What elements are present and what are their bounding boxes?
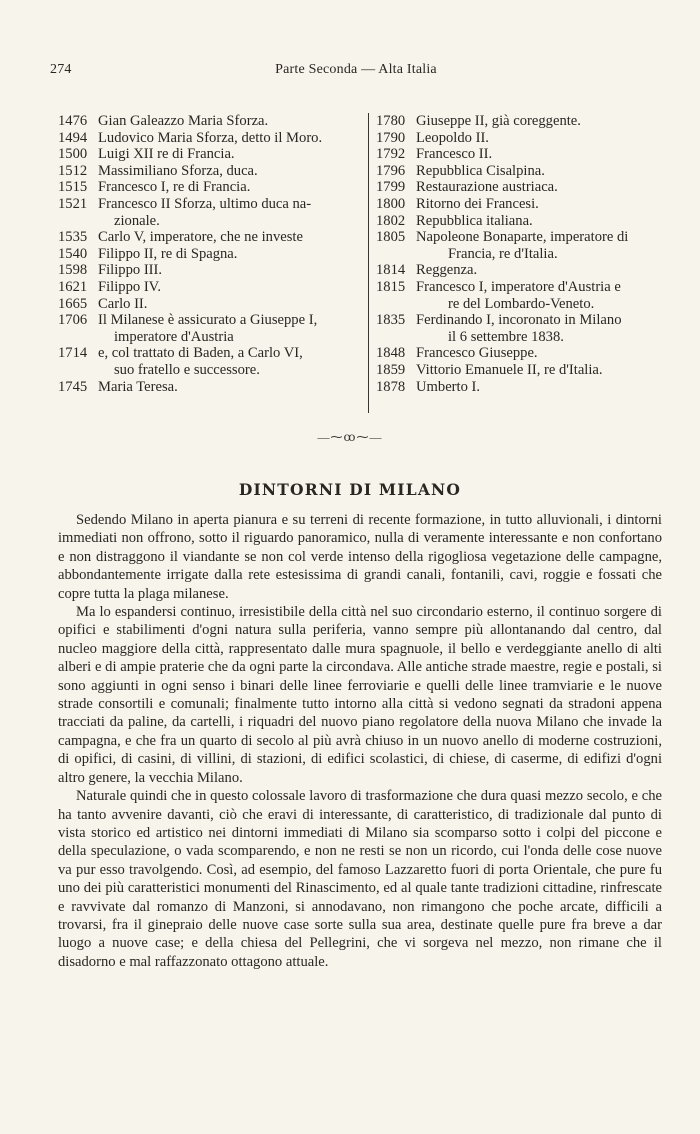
page-number: 274 [50,62,72,77]
entry-continuation: Francia, re d'Italia. [448,245,558,262]
entry-continuation: suo fratello e successore. [114,361,260,378]
entry-text: Reggenza. [416,262,478,279]
entry-text: Leopoldo II. [416,129,489,146]
entry-year: 1835 [376,312,406,329]
chronology-entry [376,213,662,230]
entry-year: 1802 [376,212,406,229]
chronology-entry [376,312,662,329]
section-title: DINTORNI DI MILANO [238,480,462,499]
entry-year: 1535 [58,229,88,246]
chronology-entry [58,179,362,196]
entry-continuation: zionale. [114,212,160,229]
chronology-entry [58,312,362,329]
chronology-entry [58,113,362,130]
entry-text: Repubblica Cisalpina. [416,162,545,179]
chronology-entry [376,179,662,196]
entry-text: Francesco II Sforza, ultimo duca na- [98,195,312,212]
entry-year: 1476 [58,113,88,129]
entry-text: Luigi XII re di Francia. [98,146,235,163]
entry-year: 1815 [376,278,406,295]
entry-year: 1878 [376,378,406,395]
chronology-entry [58,146,362,163]
paragraph: Naturale quindi che in questo colossale lavoro di trasformazione che dura quasi mezzo secolo, e che ha tanto avvenire davanti, ciò che eravi di interessante, di caratteristico, di tradizionale dal punto di vista storico ed artistico nei dintorni immediati di Milano sia scomparso sotto i colpi del piccone e della speculazione, o vada scomparendo, e non ne resti se non un ricordo, cui l'onda delle cose nuove va pur esso travolgendo. Così, ad esempio, del famoso Lazzaretto fuori di porta Orientale, che pure fu uno dei più caratteristici monumenti del Rinascimento, ed al quale tante tradizioni cittadine, rinfrescate e ravvivate dal romanzo di Manzoni, si annodavano, non rimangono che poche arcate, difficili a trovarsi, fra il ginepraio delle nuove case sorte sulla sua area, destinate quelle pure fra breve a dar luogo a nuove case; e della chiesa del Pellegrini, che vi sorgeva nel mezzo, non rimane che il disadorno e mal raffazzonato ottagono attuale. [58,788,662,970]
entry-year: 1515 [58,179,88,196]
chronology-entry [376,196,662,213]
entry-text: e, col trattato di Baden, a Carlo VI, [98,345,303,362]
chronology-table [58,113,662,423]
entry-text: Carlo V, imperatore, che ne investe [98,229,303,246]
entry-text: Massimiliano Sforza, duca. [98,162,258,179]
entry-year: 1521 [58,195,88,212]
entry-text: Giuseppe II, già coreggente. [416,113,581,129]
chronology-entry [58,246,362,263]
ornament-divider: —⁓ꝏ⁓— [317,430,383,444]
entry-year: 1859 [376,361,406,378]
entry-year: 1796 [376,162,406,179]
entry-year: 1665 [58,295,88,312]
body-text [58,511,662,971]
entry-year: 1714 [58,345,88,362]
entry-year: 1494 [58,129,88,146]
entry-text: Ferdinando I, incoronato in Milano [416,312,622,329]
column-divider [368,113,369,413]
paragraph: Ma lo espandersi continuo, irresistibile della città nel suo circondario esterno, il continuo sorgere di opifici e stabilimenti d'ogni natura sulla periferia, vanno sempre più allontanando dal centro, dal nucleo maggiore della città, rappresentato dalle mura spagnuole, il bello e verdeggiante anello di alti alberi e di ampie praterie che da ogni parte la circondava. Alle antiche strade maestre, regie e postali, si sono aggiunti in ogni senso i binari delle linee ferroviarie e quelli delle linee tramviarie e le nuove strade consortili e comunali; finalmente tutto intorno alla città si vedono segnati da stradoni appena tracciati da paline, da cartelli, i riquadri del nuovo piano regolatore della nuova Milano che invade la campagna, e che fra un quarto di secolo al più avrà chiuso in un nuovo anello di moderne costruzioni, di opifici, di casini, di villini, di stazioni, di edifici scolastici, di chiese, di caserme, di edifizi d'ogni altro genere, la vecchia Milano. [58,604,662,786]
entry-text: Francesco Giuseppe. [416,345,538,362]
chronology-entry [376,362,662,379]
entry-text: Carlo II. [98,295,148,312]
entry-text: Restaurazione austriaca. [416,179,558,196]
entry-continuation: re del Lombardo-Veneto. [448,295,595,312]
chronology-entry [376,163,662,180]
entry-year: 1790 [376,129,406,146]
chronology-entry [58,279,362,296]
entry-text: Francesco I, re di Francia. [98,179,251,196]
entry-year: 1512 [58,162,88,179]
entry-text: Repubblica italiana. [416,212,533,229]
chronology-entry [58,229,362,246]
entry-year: 1814 [376,262,406,279]
chronology-entry [58,379,362,396]
entry-year: 1598 [58,262,88,279]
entry-year: 1792 [376,146,406,163]
running-title: Parte Seconda — Alta Italia [275,62,437,77]
chronology-entry [58,345,362,362]
entry-year: 1500 [58,146,88,163]
chronology-entry [58,262,362,279]
entry-text: Napoleone Bonaparte, imperatore di [416,229,629,246]
running-head [50,62,662,80]
entry-text: Filippo II, re di Spagna. [98,245,238,262]
entry-text: Il Milanese è assicurato a Giuseppe I, [98,312,318,329]
chronology-left-column [58,113,362,395]
entry-text: Ritorno dei Francesi. [416,195,539,212]
paragraph: Sedendo Milano in aperta pianura e su terreni di recente formazione, in tutto alluvionali, i dintorni immediati non offrono, sotto il riguardo panoramico, nulla di veramente interessante e non confortano e non distraggono il viandante se non col verde intenso della rigogliosa vegetazione delle campagne, abbondantemente irrigate dalla rete estesissima di grandi canali, fontanili, cavi, roggie e fossati che copre tutta la plaga milanese. [58,512,662,602]
chronology-entry [376,379,662,396]
entry-year: 1780 [376,113,406,129]
chronology-entry [58,130,362,147]
entry-text: Maria Teresa. [98,378,178,395]
chronology-entry [376,279,662,296]
chronology-entry [376,262,662,279]
entry-year: 1621 [58,278,88,295]
entry-text: Francesco II. [416,146,493,163]
entry-text: Gian Galeazzo Maria Sforza. [98,113,269,129]
entry-text: Vittorio Emanuele II, re d'Italia. [416,361,603,378]
chronology-entry [58,296,362,313]
chronology-entry [376,345,662,362]
entry-text: Umberto I. [416,378,481,395]
entry-year: 1848 [376,345,406,362]
entry-year: 1706 [58,312,88,329]
entry-continuation: imperatore d'Austria [114,328,234,345]
chronology-right-column [376,113,662,395]
entry-year: 1540 [58,245,88,262]
entry-text: Filippo IV. [98,278,161,295]
entry-year: 1800 [376,195,406,212]
entry-year: 1745 [58,378,88,395]
chronology-entry [376,130,662,147]
entry-continuation: il 6 settembre 1838. [448,328,564,345]
entry-text: Filippo III. [98,262,163,279]
chronology-entry [376,146,662,163]
entry-year: 1799 [376,179,406,196]
chronology-entry [58,196,362,213]
chronology-entry [376,113,662,130]
entry-text: Ludovico Maria Sforza, detto il Moro. [98,129,323,146]
entry-text: Francesco I, imperatore d'Austria e [416,278,621,295]
chronology-entry [376,229,662,246]
entry-year: 1805 [376,229,406,246]
chronology-entry [58,163,362,180]
